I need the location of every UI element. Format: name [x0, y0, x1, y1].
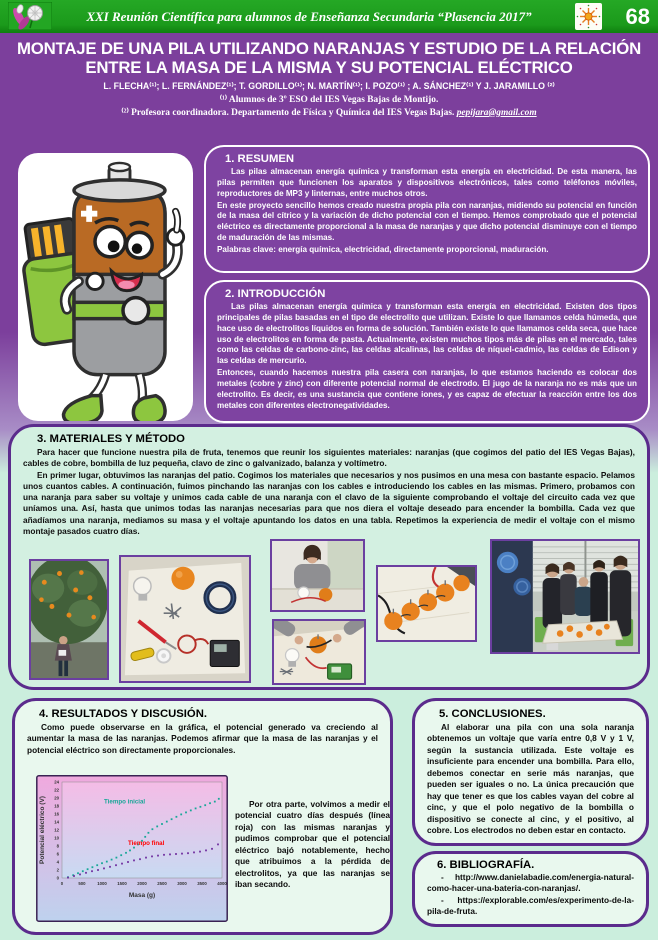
section-introduccion [204, 280, 650, 423]
paragraph: Por otra parte, volvimos a medir el potencial cuatro días después (línea roja) con las mismas naranjas y pudimos comprobar que el potencial eléctrico bajó notablemente, hecho que atribuimos a la pérdida de electrolitos, ya que las naranjas se iban secando. [235, 799, 390, 890]
section-materiales [8, 424, 650, 690]
svg-text:Potencial eléctrico (V): Potencial eléctrico (V) [39, 796, 46, 864]
paragraph: Como puede observarse en la gráfica, el potencial generado va creciendo al aumentar la masa de las naranjas. Podemos afirmar que la masa de las naranjas y el potencial eléctrico son directamente proporcionales. [27, 722, 378, 755]
bibliography-item: - http://www.danielabadie.com/energia-natural-como-hacer-una-bateria-con-naranjas/. [427, 872, 634, 894]
poster-number: 68 [625, 4, 650, 29]
event-title: XXI Reunión Científica para alumnos de Enseñanza Secundaria “Plasencia 2017” [86, 9, 532, 24]
section-resumen [204, 145, 650, 273]
paragraph: Al elaborar una pila con una sola naranja obtenemos un voltaje que varía entre 0,8 V y 1 V, según la sustancia utilizada. Este voltaje es insuficiente para encender una bombilla. Para ello, debemos conectar en serie más naranjas, que pueden ser iguales o no. La única precaución que hay que tener es que los cables vayan del cobre al cinc, y que el polo negativo de la bombilla o dispositivo se conecte al cinc, y el positivo, al cobre. Los electrodos no deben estar en contacto. [427, 722, 634, 835]
paragraph: Las pilas almacenan energía química y transforman esta energía en electricidad. Existen dos tipos principales de pilas basadas en el tipo de electrolito que utilizan. Existe lo que llamamos celda húmeda, que hace uso de electrolitos líquidos en forma de solución. También existe lo que llamamos celda seca, que hace uso de electrolitos en forma de pasta. Actualmente, existen muchos tipos más de pilas en el mercado, tales como las celdas de carbono-zinc, las celdas alcalinas, las celdas de níquel-cadmio, las celdas de Edison y las celdas de mercurio. [217, 302, 637, 366]
materiales-heading: 3. MATERIALES Y MÉTODO [37, 433, 185, 445]
assembly-hands-photo [272, 619, 366, 685]
svg-text:2500: 2500 [157, 881, 167, 886]
svg-text:Masa (g): Masa (g) [128, 892, 156, 899]
svg-text:16: 16 [54, 811, 59, 817]
affiliation-1: ⁽¹⁾ Alumnos de 3º ESO del IES Vegas Bajas de Montijo. [219, 94, 439, 105]
svg-text:2000: 2000 [137, 881, 147, 886]
svg-text:1500: 1500 [117, 881, 127, 886]
orange-tree-photo [29, 559, 109, 680]
svg-text:0: 0 [56, 875, 59, 881]
introduccion-heading: 2. INTRODUCCIÓN [225, 288, 326, 300]
paragraph: Las pilas almacenan energía química y transforman esta energía en electricidad. De esta manera, las pilas permiten que funcionen los aparatos y dispositivos electrónicos, tales como teléfonos móviles, reproductores de MP3 y linternas, entre muchos otros. [217, 167, 637, 198]
paragraph: Para hacer que funcione nuestra pila de fruta, tenemos que reunir los siguientes materiales: naranjas (que cogimos del patio del IES Vegas Bajas), cables de cobre, bombilla de luz pequeña, clavo de zinc o galvanizado, balanza y voltímetro. [23, 447, 635, 469]
svg-text:12: 12 [54, 827, 59, 833]
svg-text:8: 8 [56, 843, 59, 849]
svg-text:2: 2 [56, 867, 59, 873]
svg-text:22: 22 [54, 787, 59, 793]
svg-text:18: 18 [54, 803, 59, 809]
keywords-line: Palabras clave: energía química, electricidad, directamente proporcional, maduración. [217, 244, 549, 254]
svg-text:10: 10 [54, 835, 59, 841]
affiliation-2-text: ⁽²⁾ Profesora coordinadora. Departamento de Física y Química del IES Vegas Bajas. [121, 107, 455, 118]
svg-text:14: 14 [54, 819, 59, 825]
svg-text:20: 20 [54, 795, 59, 801]
email-link[interactable]: pepijara@gmail.com [456, 107, 537, 118]
svg-text:Tiempo inicial: Tiempo inicial [104, 798, 146, 806]
bibliography-item: - https://explorable.com/es/experimento-de-la-pila-de-fruta. [427, 894, 634, 917]
title-banner [0, 33, 658, 473]
flower-logo-icon [8, 2, 52, 30]
affiliation-2 [0, 107, 658, 118]
scatter-chart-svg [36, 775, 228, 922]
bibliografia-heading: 6. BIBLIOGRAFÍA. [437, 859, 535, 871]
svg-text:4: 4 [56, 859, 59, 865]
svg-text:3500: 3500 [197, 881, 207, 886]
svg-text:Tiempo final: Tiempo final [128, 840, 165, 848]
paragraph: Entonces, cuando hacemos nuestra pila casera con naranjas, lo que estamos haciendo es colocar dos metales (cobre y zinc) con diferente potencial normal de electrodo. El jugo de la naranja no es más que un electrolito. Es decir, es una sustancia que contiene iones, y es capaz de efectuar la reacción entre los dos metales con diferentes electronegatividades. [217, 368, 637, 410]
sun-logo-icon [575, 3, 602, 30]
student-testing-photo [270, 539, 365, 612]
svg-text:24: 24 [54, 779, 59, 785]
team-group-photo [490, 539, 640, 654]
paragraph: En este proyecto sencillo hemos creado nuestra propia pila con naranjas, midiendo su potencial en función de la masa del cítrico y la variación de dicho potencial con el tiempo. Hemos comprobado que el potencial eléctrico es directamente proporcional a la masa de naranjas y que dicho potencial disminuye con el tiempo de maduración de las mismas. [217, 200, 637, 243]
header-bar [0, 0, 658, 33]
section-conclusiones [412, 698, 649, 846]
svg-text:6: 6 [56, 851, 59, 857]
conclusiones-heading: 5. CONCLUSIONES. [439, 708, 546, 720]
svg-text:3000: 3000 [177, 881, 187, 886]
authors-line: L. FLECHA⁽¹⁾; L. FERNÁNDEZ⁽¹⁾; T. GORDILLO⁽¹⁾; N. MARTÍN⁽¹⁾; I. POZO⁽¹⁾ ; A. SÁNCHEZ⁽¹⁾ Y J. JARAMILLO ⁽²⁾ [103, 80, 555, 91]
materials-table-photo [119, 555, 251, 683]
svg-text:4000: 4000 [217, 881, 227, 886]
resultados-heading: 4. RESULTADOS Y DISCUSIÓN. [39, 708, 208, 720]
svg-text:1000: 1000 [97, 881, 107, 886]
resumen-heading: 1. RESUMEN [225, 153, 295, 165]
battery-cartoon-icon [18, 153, 193, 421]
paragraph: En primer lugar, obtuvimos las naranjas del patio. Cogimos los materiales que necesarios y nos pusimos en una mesa con bastante espacio. Pelamos unos cuantos cables. A continuación, fuimos pinchando las naranjas con los cables e introduciendo los cables en las mismas. Primero, probamos con una naranja para saber su voltaje y unimos cada cable de una naranja con el clavo de la siguiente comprobando el voltaje del circuito cada vez que uníamos una. Así, hasta que unimos todas las naranjas necesarias para que nos diera el voltaje deseado para encender la bombilla. Cada vez que añadíamos una naranja, mediamos su masa y el voltaje apuntando los datos en una tabla. Repetimos la experiencia de medir el voltaje con el mismo montaje pasados cuatro días. [23, 469, 635, 536]
potential-vs-mass-chart [36, 775, 228, 922]
svg-text:0: 0 [60, 881, 64, 886]
section-resultados [12, 698, 393, 935]
poster-title: MONTAJE DE UNA PILA UTILIZANDO NARANJAS Y ESTUDIO DE LA RELACIÓN ENTRE LA MASA DE LA MISMA Y SU POTENCIAL ELÉCTRICO [17, 39, 641, 77]
svg-text:500: 500 [78, 881, 86, 886]
battery-mascot-card [18, 153, 193, 421]
orange-battery-circuit-photo [376, 565, 477, 642]
section-bibliografia [412, 851, 649, 927]
